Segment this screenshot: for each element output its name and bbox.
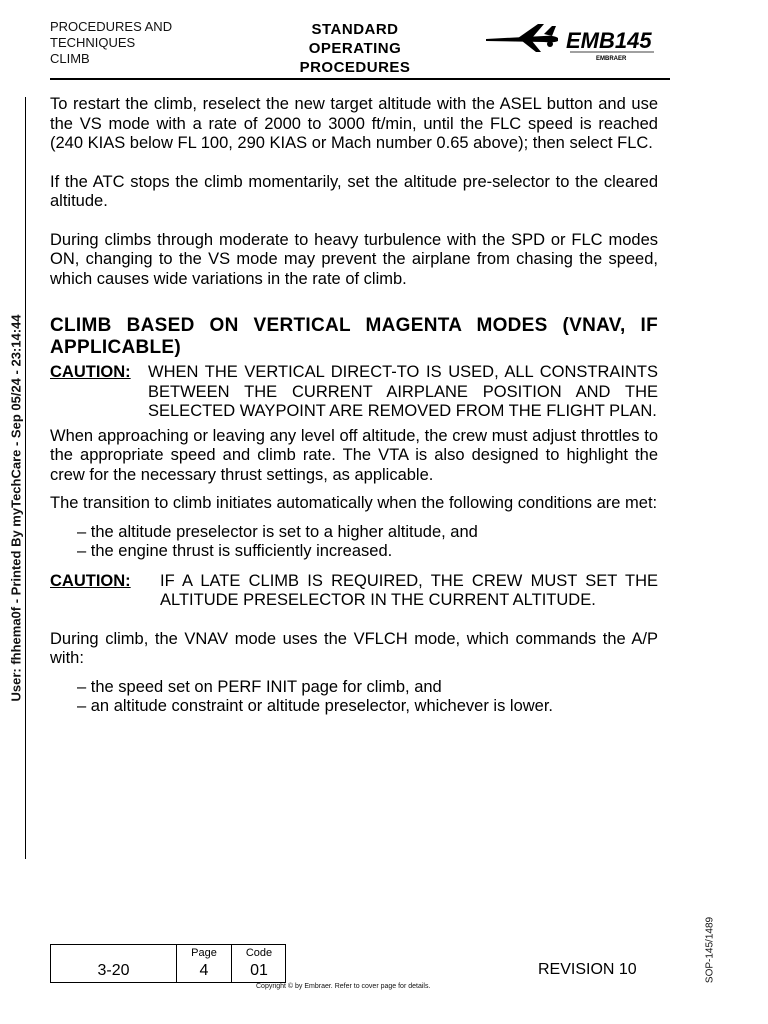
paragraph: When approaching or leaving any level off altitude, the crew must adjust throttles to the appropriate speed and climb rate. The VTA is also designed to highlight the crew for the necessary thrust settings, as applicable.: [50, 426, 658, 484]
section-heading: CLIMB BASED ON VERTICAL MAGENTA MODES (VNAV, IF APPLICABLE): [50, 315, 658, 358]
conditions-list: [50, 523, 658, 562]
paragraph: During climb, the VNAV mode uses the VFLCH mode, which commands the A/P with:: [50, 629, 658, 667]
header-section-line: TECHNIQUES: [50, 35, 136, 50]
paragraph: To restart the climb, reselect the new target altitude with the ASEL button and use the VS mode with a rate of 2000 to 3000 ft/min, until the FLC speed is reached (240 KIAS below FL 100, 290 KIAS or Mach number 0.65 above); then select FLC.: [50, 95, 658, 152]
header-section-label: [50, 19, 172, 67]
caution-text: WHEN THE VERTICAL DIRECT-TO IS USED, ALL CONSTRAINTS BETWEEN THE CURRENT AIRPLANE POSITION AND THE SELECTED WAYPOINT ARE REMOVED FROM THE FLIGHT PLAN.: [148, 363, 658, 420]
footer-page-cell: [176, 945, 231, 982]
paragraph: The transition to climb initiates automatically when the following conditions are met:: [50, 494, 658, 512]
page-number: 4: [199, 962, 209, 979]
code-label: Code: [245, 947, 273, 959]
footer-reference-box: [50, 944, 286, 983]
document-reference: SOP-145/1489: [704, 916, 716, 984]
page-label: Page: [191, 947, 217, 959]
revision-label: REVISION 10: [538, 961, 637, 978]
document-title: [270, 20, 440, 77]
caution-text: IF A LATE CLIMB IS REQUIRED, THE CREW MUST SET THE ALTITUDE PRESELECTOR IN THE CURRENT ALTITUDE.: [160, 571, 658, 609]
code-value: 01: [250, 962, 268, 979]
logo-model-text: EMB145: [566, 28, 652, 53]
aircraft-icon: [486, 24, 558, 52]
header-section-line: PROCEDURES AND: [50, 19, 173, 34]
logo-brand-text: EMBRAER: [596, 56, 627, 62]
paragraph: During climbs through moderate to heavy turbulence with the SPD or FLC modes ON, changing to the VS mode may prevent the airplane from chasing the speed, which causes wide variations in the rate of climb.: [50, 230, 658, 288]
document-title-line: PROCEDURES: [299, 59, 411, 76]
page-body: [50, 95, 658, 717]
document-title-line: OPERATING: [308, 40, 402, 57]
list-item: – the altitude preselector is set to a higher altitude, and: [77, 522, 478, 541]
document-title-line: STANDARD: [311, 21, 399, 38]
header-divider: [50, 78, 670, 80]
caution-label: CAUTION:: [50, 571, 131, 590]
caution-label: CAUTION:: [50, 363, 131, 381]
margin-rule: [25, 97, 26, 859]
copyright-notice: Copyright © by Embraer. Refer to cover page for details.: [256, 983, 431, 990]
embraer-emb145-logo: [484, 22, 659, 62]
commands-list: [50, 678, 658, 717]
caution-block: [50, 572, 658, 611]
page-reference: 3-20: [97, 962, 130, 979]
caution-block: [50, 363, 658, 422]
print-stamp: User: fhhema0f - Printed By myTechCare - Sep 05/24 - 23:14:44: [8, 314, 24, 702]
footer-section-cell: [51, 945, 176, 982]
footer-code-cell: [231, 945, 286, 982]
header-section-line: CLIMB: [50, 51, 90, 66]
list-item: – the engine thrust is sufficiently increased.: [77, 542, 393, 560]
paragraph: If the ATC stops the climb momentarily, set the altitude pre-selector to the cleared altitude.: [50, 172, 658, 210]
list-item: – the speed set on PERF INIT page for climb, and: [77, 677, 442, 696]
list-item: – an altitude constraint or altitude preselector, whichever is lower.: [77, 697, 554, 715]
